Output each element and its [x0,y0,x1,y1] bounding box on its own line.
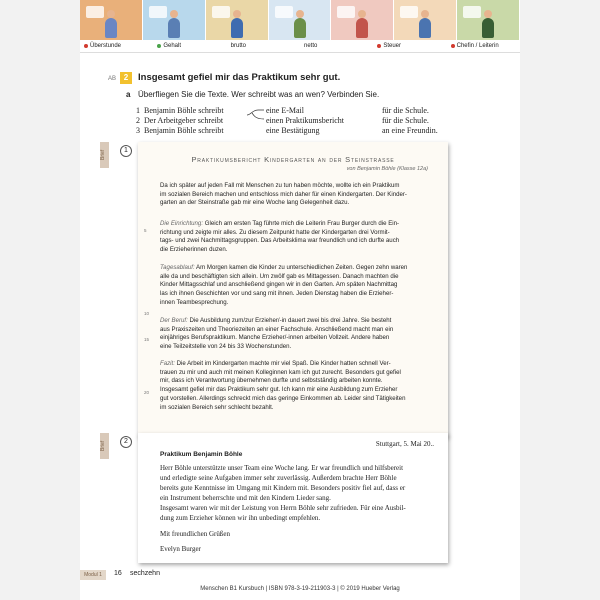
text-number: 2 [120,436,132,448]
letter-body [160,463,406,523]
report-line [160,273,428,282]
report-author: von Benjamin Böhle (Klasse 12a) [346,166,428,172]
person-figure-graphic [105,18,117,38]
vocabulary-label [227,40,300,52]
vocabulary-label-text: Überstunde [90,43,122,49]
match-document[interactable]: eine E-Mail [266,106,304,115]
report-line [160,246,428,255]
internship-report-card [138,142,448,437]
report-paragraph [160,360,428,412]
letter-line: ein Instrument beherrschte und mit den Kindern Lieder sang. [160,494,331,502]
report-line-text: richtung und zeigte mir alles. Zu diesem Zeitpunkt hatte der Kindergarten drei Vormit- [160,228,390,236]
vocabulary-label-text: Chefin / Leiterin [456,43,499,49]
header-illustration-panel [143,0,206,40]
letter-line: dung zum Erzieher können wir ihn unbedingt empfehlen. [160,514,321,522]
line-number: 15 [144,337,150,342]
person-head-graphic [421,10,429,18]
report-line-text: die Erzieherinnen duzen. [160,246,228,254]
match-recipient[interactable]: für die Schule. [382,106,429,115]
match-writer[interactable]: Benjamin Böhle schreibt [144,106,224,115]
vocabulary-label [80,40,153,52]
report-line-text: eine Teilzeitstelle von 24 bis 33 Wochenstunden. [160,343,292,351]
report-line [160,377,428,386]
report-line [160,326,428,335]
textbook-page [80,0,520,600]
letter-place-date: Stuttgart, 5. Mai 20.. [375,440,434,448]
report-title: Praktikumsbericht Kindergarten an der Steinstrasse [191,155,395,164]
report-line-text: Da ich später auf jeden Fall mit Menschen zu tun haben möchte, wollte ich ein Praktikum [160,182,400,189]
report-line [160,369,428,378]
report-line-text: im sozialen Bereich sehr schlecht bezahlt. [160,403,274,411]
vocabulary-label [153,40,226,52]
subtask-instruction: Überfliegen Sie die Texte. Wer schreibt was an wen? Verbinden Sie. [138,90,380,99]
confirmation-letter-card [138,433,448,563]
report-line-text: einjähriges Berufspraktikum. Manche Erzieher/-innen arbeiten Vollzeit. Andere haben [160,334,390,342]
subtask-letter: a [126,90,131,99]
vocabulary-label-row [80,40,520,53]
report-line [160,191,428,200]
report-line [160,199,428,208]
vocabulary-label [373,40,446,52]
letter-greeting: Mit freundlichen Grüßen [160,530,230,538]
report-line [160,299,428,308]
report-line-text: Die Ausbildung zum/zur Erzieher/-in dauert zwei bis drei Jahre. Sie besteht [187,317,392,324]
match-number: 2 [136,116,140,125]
letter-line: bereits gute Kenntnisse im Umgang mit Kindern mit. Besonders positiv fiel auf, dass er [160,484,406,492]
report-line [160,386,428,395]
header-illustration-panel [80,0,143,40]
vocabulary-label [447,40,520,52]
report-paragraph [160,264,428,308]
paragraph-label: Tagesablauf: [160,264,195,271]
sign-graphic [463,6,481,18]
report-line [160,237,428,246]
report-line-text: Gleich am ersten Tag führte mich die Leiterin Frau Burger durch die Ein- [203,220,400,227]
letter-signature: Evelyn Burger [160,545,201,553]
report-line-text: trauen zu mir und auch mit meinen Kolleginnen kam ich gut zurecht. Besonders gut gefiel [160,368,401,376]
report-line-text: aus Praxiszeiten und Theoriezeiten an einer Fachschule. Anschließend macht man ein [160,325,394,333]
report-paragraph [160,182,428,208]
paragraph-label: Die Einrichtung: [160,220,204,227]
report-line [160,334,428,343]
report-line-text: alle da und beschäftigten sich allein. Um zwölf gab es Mittagessen. Danach machten die [160,272,399,280]
report-line [160,229,428,238]
report-line [160,281,428,290]
line-number: 5 [144,228,147,233]
paragraph-label: Fazit: [160,360,175,367]
page-number-word: sechzehn [130,570,160,577]
header-illustration-panel [269,0,332,40]
report-paragraph [160,317,428,352]
person-figure-graphic [294,18,306,38]
report-line [160,182,428,191]
paragraph-label: Der Beruf: [160,317,188,324]
match-number: 1 [136,106,140,115]
report-line-text: las ich ihnen Geschichten vor und sang mit ihnen. Jeden Dienstag haben die Erzieher- [160,290,394,298]
text-type-tag: Brief [100,142,109,168]
example-connector-line [246,108,266,122]
report-line-text: mir, dass ich Verantwortung übernehmen durfte und selbstständig arbeiten konnte. [160,377,383,385]
header-illustration-strip [80,0,520,40]
report-line-text: Kinder Mittagsschlaf und anschließend gingen wir in den Garten. Am späten Nachmittag [160,281,398,289]
person-head-graphic [233,10,241,18]
match-document[interactable]: eine Bestätigung [266,126,320,135]
sign-graphic [400,6,418,18]
line-number: 10 [144,311,150,316]
header-illustration-panel [331,0,394,40]
report-line [160,404,428,413]
report-line-text: im sozialen Bereich machen und entschloss mich daher für einen Kindergarten. Der Kinder- [160,190,407,198]
module-tag: Modul 1 [80,570,106,580]
person-figure-graphic [419,18,431,38]
vocabulary-label [300,40,373,52]
vocabulary-label-text: Gehalt [163,43,182,49]
letter-line: und erledigte seine Aufgaben immer sehr zuverlässig. Außerdem brachte Herr Böhle [160,474,397,482]
match-number: 3 [136,126,140,135]
match-document[interactable]: einen Praktikumsbericht [266,116,344,125]
report-line [160,395,428,404]
sign-graphic [86,6,104,18]
page-number: 16 [114,570,122,577]
bullet-dot-icon [377,44,381,48]
sign-graphic [275,6,293,18]
report-line [160,360,428,369]
report-line-text: Die Arbeit im Kindergarten machte mir viel Spaß. Die Kinder hatten schnell Ver- [174,360,391,367]
sign-graphic [337,6,355,18]
workbook-reference: AB [108,76,117,82]
report-line [160,290,428,299]
letter-line: Herr Böhle unterstützte unser Team eine Woche lang. Er war freundlich und hilfsbereit [160,464,404,472]
text-number: 1 [120,145,132,157]
sign-graphic [149,6,167,18]
match-writer[interactable]: Der Arbeitgeber schreibt [144,116,224,125]
person-head-graphic [358,10,366,18]
bullet-dot-icon [157,44,161,48]
letter-heading: Praktikum Benjamin Böhle [160,451,243,458]
sign-graphic [212,6,230,18]
report-line [160,317,428,326]
report-paragraph [160,220,428,255]
report-line [160,343,428,352]
person-figure-graphic [168,18,180,38]
match-recipient[interactable]: für die Schule. [382,116,429,125]
person-head-graphic [296,10,304,18]
exercise-number: 2 [120,72,132,84]
match-recipient[interactable]: an eine Freundin. [382,126,438,135]
header-illustration-panel [206,0,269,40]
exercise-title: Insgesamt gefiel mir das Praktikum sehr gut. [138,72,341,83]
vocabulary-label-text: brutto [230,43,246,49]
bullet-dot-icon [84,44,88,48]
vocabulary-label-text: Steuer [383,43,401,49]
person-figure-graphic [231,18,243,38]
report-line [160,264,428,273]
report-line [160,220,428,229]
header-illustration-panel [394,0,457,40]
report-line-text: innen Teambesprechung. [160,298,229,306]
match-writer[interactable]: Benjamin Böhle schreibt [144,126,224,135]
report-line-text: gut vorstellen. Allerdings schreckt mich das geringe Einkommen ab. Leider sind Tätigkeiten [160,394,406,402]
report-line-text: Insgesamt gefiel mir das Praktikum sehr gut. Ich kann mir eine Ausbildung zum Erzieher [160,386,398,394]
person-head-graphic [170,10,178,18]
person-head-graphic [484,10,492,18]
header-illustration-panel [457,0,520,40]
person-head-graphic [107,10,115,18]
report-line-text: Am Morgen kamen die Kinder zu unterschiedlichen Zeiten. Gegen zehn waren [194,264,408,271]
letter-line: Insgesamt waren wir mit der Leistung von Herrn Böhle sehr zufrieden. Für eine Ausbil- [160,504,406,512]
text-type-tag: Brief [100,433,109,459]
report-line-text: tags- und zwei Nachmittagsgruppen. Das Arbeitsklima war freundlich und ich durfte auch [160,237,400,245]
vocabulary-label-text: netto [303,43,318,49]
page-footer [80,570,520,582]
line-number: 20 [144,390,150,395]
bullet-dot-icon [451,44,455,48]
person-figure-graphic [356,18,368,38]
publisher-imprint: Menschen B1 Kursbuch | ISBN 978-3-19-211903-3 | © 2019 Hueber Verlag [200,586,400,592]
person-figure-graphic [482,18,494,38]
report-line-text: garten an der Steinstraße gab mir eine Woche lang Gelegenheit dazu. [160,199,350,207]
